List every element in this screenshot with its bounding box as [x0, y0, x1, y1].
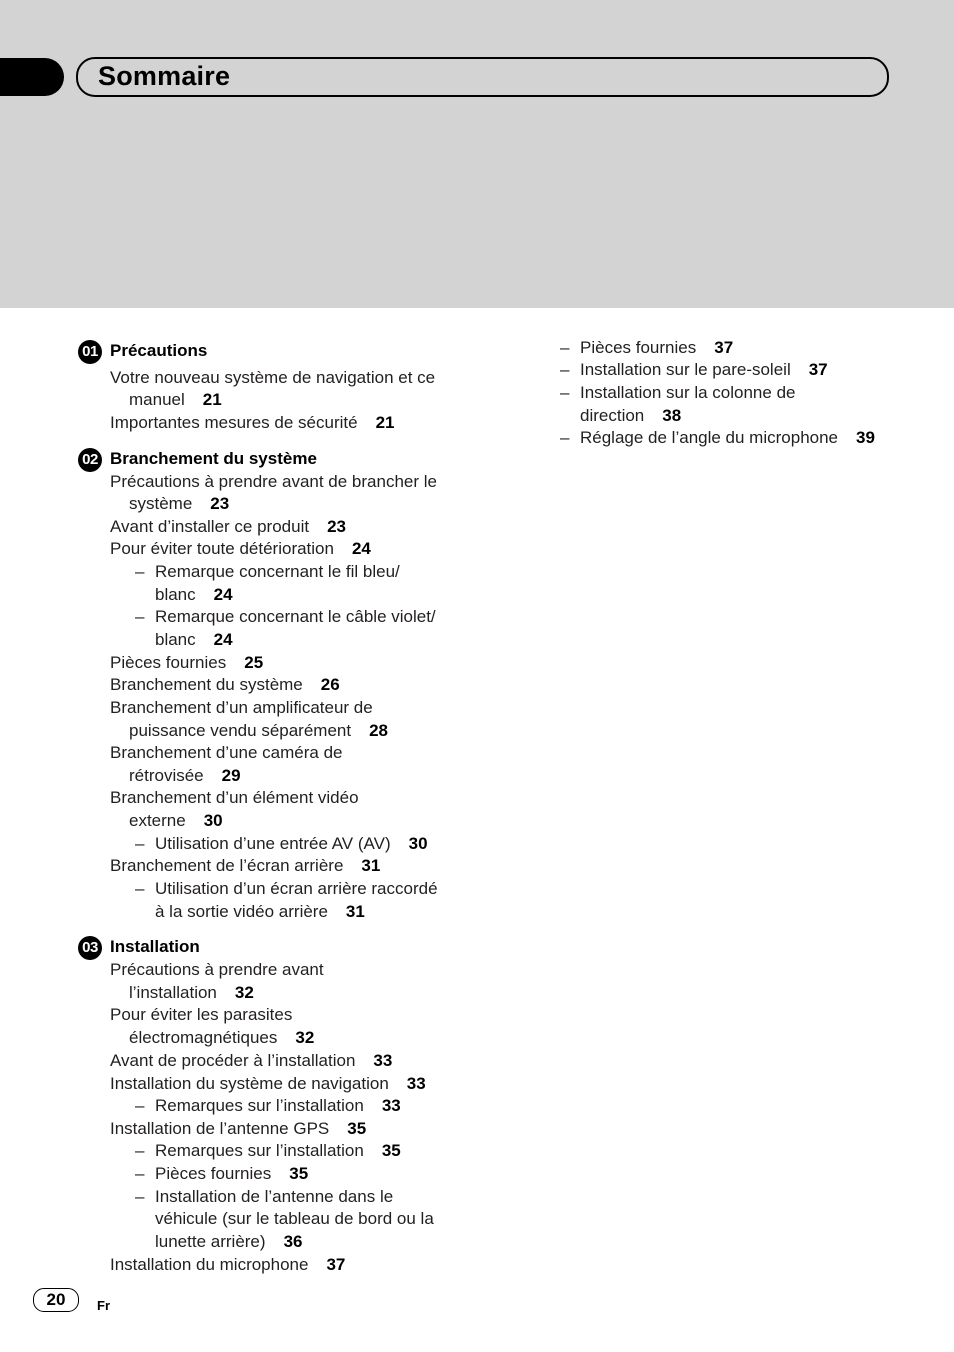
- dash-bullet: –: [135, 834, 145, 853]
- toc-text: électromagnétiques: [129, 1028, 278, 1047]
- toc-text: Importantes mesures de sécurité: [110, 413, 358, 432]
- toc-page: 32: [295, 1028, 315, 1047]
- toc-page: 32: [234, 983, 254, 1002]
- toc-text: Remarque concernant le fil bleu/: [155, 562, 400, 581]
- toc-page: 37: [714, 338, 734, 357]
- dash-bullet: –: [560, 360, 570, 379]
- toc-text: Branchement du système: [110, 675, 303, 694]
- toc-text: Avant d’installer ce produit: [110, 517, 310, 536]
- toc-line[interactable]: [155, 585, 233, 605]
- toc-text: à la sortie vidéo arrière: [155, 902, 328, 921]
- toc-page: 29: [221, 766, 241, 785]
- dash-bullet: –: [135, 1187, 145, 1206]
- toc-line[interactable]: [129, 721, 388, 741]
- toc-page: 24: [213, 585, 233, 604]
- toc-text: Utilisation d’une entrée AV (AV): [155, 834, 391, 853]
- toc-page: 36: [283, 1232, 303, 1251]
- section-heading-installation: Installation: [110, 937, 200, 956]
- toc-line[interactable]: [129, 811, 223, 831]
- toc-line[interactable]: [110, 413, 394, 433]
- toc-line[interactable]: [129, 766, 241, 786]
- toc-text: Installation du microphone: [110, 1255, 309, 1274]
- toc-text: Installation du système de navigation: [110, 1074, 389, 1093]
- toc-line[interactable]: [155, 1164, 308, 1184]
- toc-line[interactable]: [155, 1096, 401, 1116]
- toc-line[interactable]: [155, 562, 400, 582]
- toc-text: véhicule (sur le tableau de bord ou la: [155, 1209, 434, 1228]
- section-badge-03: 03: [78, 936, 102, 960]
- toc-line[interactable]: [129, 983, 254, 1003]
- toc-line[interactable]: [110, 1255, 345, 1275]
- toc-page: 30: [408, 834, 428, 853]
- dash-bullet: –: [560, 428, 570, 447]
- page-title: Sommaire: [98, 61, 231, 91]
- toc-line[interactable]: [110, 698, 373, 718]
- toc-line[interactable]: [110, 1119, 366, 1139]
- toc-text: direction: [580, 406, 645, 425]
- dash-bullet: –: [135, 607, 145, 626]
- toc-line[interactable]: [129, 494, 229, 514]
- toc-text: Installation sur le pare-soleil: [580, 360, 791, 379]
- toc-page: 28: [369, 721, 389, 740]
- toc-text: Réglage de l’angle du microphone: [580, 428, 839, 447]
- toc-line[interactable]: [110, 743, 342, 763]
- toc-text: Pièces fournies: [580, 338, 697, 357]
- toc-text: Installation de l’antenne GPS: [110, 1119, 330, 1138]
- toc-line[interactable]: [110, 1005, 292, 1025]
- dash-bullet: –: [135, 1141, 145, 1160]
- toc-line[interactable]: [110, 675, 340, 695]
- toc-line[interactable]: [110, 788, 359, 808]
- toc-line[interactable]: [110, 368, 435, 388]
- toc-text: Branchement de l’écran arrière: [110, 856, 344, 875]
- toc-page: 23: [327, 517, 346, 536]
- toc-page: 31: [361, 856, 381, 875]
- toc-page: 33: [406, 1074, 426, 1093]
- section-badge-02: 02: [78, 448, 102, 472]
- toc-line[interactable]: [580, 428, 875, 448]
- toc-text: Votre nouveau système de navigation et ce: [110, 368, 436, 387]
- toc-text: Pièces fournies: [110, 653, 227, 672]
- toc-line[interactable]: [155, 630, 233, 650]
- toc-page: 33: [373, 1051, 393, 1070]
- toc-line[interactable]: [110, 960, 324, 980]
- toc-text: Remarques sur l’installation: [155, 1141, 364, 1160]
- toc-text: externe: [129, 811, 186, 830]
- toc-line[interactable]: [580, 338, 733, 358]
- toc-text: Avant de procéder à l’installation: [110, 1051, 356, 1070]
- section-heading-branchement: Branchement du système: [110, 449, 317, 468]
- toc-line[interactable]: [580, 360, 828, 380]
- toc-page: 21: [202, 390, 222, 409]
- toc-line[interactable]: [580, 383, 795, 403]
- toc-line[interactable]: [155, 607, 436, 627]
- toc-page: 26: [320, 675, 340, 694]
- toc-text: Installation sur la colonne de: [580, 383, 796, 402]
- toc-text: système: [129, 494, 193, 513]
- toc-page: 39: [856, 428, 875, 447]
- toc-line[interactable]: [155, 1187, 393, 1207]
- toc-line[interactable]: [110, 1074, 426, 1094]
- toc-text: Précautions à prendre avant: [110, 960, 324, 979]
- toc-text: Précautions à prendre avant de brancher le: [110, 472, 437, 491]
- toc-line[interactable]: [110, 653, 263, 673]
- dash-bullet: –: [135, 1164, 145, 1183]
- toc-text: manuel: [129, 390, 185, 409]
- toc-text: lunette arrière): [155, 1232, 266, 1251]
- toc-line[interactable]: [155, 1232, 302, 1252]
- toc-page: 21: [375, 413, 395, 432]
- toc-text: puissance vendu séparément: [129, 721, 352, 740]
- toc-line[interactable]: [129, 1028, 314, 1048]
- toc-text: rétrovisée: [129, 766, 204, 785]
- toc-page: 37: [326, 1255, 346, 1274]
- section-badge-01: 01: [78, 340, 102, 364]
- toc-text: Pièces fournies: [155, 1164, 272, 1183]
- toc-text: Remarque concernant le câble violet/: [155, 607, 436, 626]
- toc-text: Branchement d’un amplificateur de: [110, 698, 373, 717]
- toc-page: 30: [203, 811, 223, 830]
- chapter-tab: [0, 58, 64, 96]
- toc-page: 31: [345, 902, 365, 921]
- toc-page: 35: [347, 1119, 367, 1138]
- toc-line[interactable]: [110, 539, 371, 559]
- toc-text: Utilisation d’un écran arrière raccordé: [155, 879, 438, 898]
- toc-text: Branchement d’un élément vidéo: [110, 788, 359, 807]
- toc-line[interactable]: [155, 834, 428, 854]
- toc-page: 35: [381, 1141, 401, 1160]
- toc-page: 35: [289, 1164, 309, 1183]
- toc-text: blanc: [155, 630, 196, 649]
- toc-text: Installation de l’antenne dans le: [155, 1187, 394, 1206]
- toc-line[interactable]: [580, 406, 681, 426]
- toc-line[interactable]: [155, 1209, 434, 1229]
- toc-line[interactable]: [110, 472, 437, 492]
- toc-page: 38: [662, 406, 682, 425]
- toc-page: 24: [351, 539, 371, 558]
- toc-text: blanc: [155, 585, 196, 604]
- dash-bullet: –: [560, 383, 570, 402]
- page-number: 20: [33, 1288, 79, 1312]
- toc-line[interactable]: [155, 1141, 401, 1161]
- dash-bullet: –: [560, 338, 570, 357]
- toc-text: Pour éviter toute détérioration: [110, 539, 334, 558]
- header-band: [0, 0, 954, 308]
- toc-text: Remarques sur l’installation: [155, 1096, 364, 1115]
- dash-bullet: –: [135, 562, 145, 581]
- toc-page: 24: [213, 630, 233, 649]
- dash-bullet: –: [135, 879, 145, 898]
- toc-line[interactable]: [155, 902, 365, 922]
- toc-line[interactable]: [110, 517, 346, 537]
- toc-line[interactable]: [129, 390, 222, 410]
- toc-page: 23: [210, 494, 230, 513]
- toc-page: 25: [244, 653, 264, 672]
- dash-bullet: –: [135, 1096, 145, 1115]
- toc-line[interactable]: [110, 856, 380, 876]
- section-heading-precautions: Précautions: [110, 341, 208, 360]
- toc-text: l’installation: [129, 983, 217, 1002]
- toc-line[interactable]: [110, 1051, 392, 1071]
- toc-page: 33: [381, 1096, 401, 1115]
- toc-text: Pour éviter les parasites: [110, 1005, 293, 1024]
- title-box: [76, 57, 889, 97]
- toc-page: 37: [808, 360, 828, 379]
- toc-text: Branchement d’une caméra de: [110, 743, 343, 762]
- language-label: Fr: [97, 1298, 110, 1313]
- toc-line[interactable]: [155, 879, 438, 899]
